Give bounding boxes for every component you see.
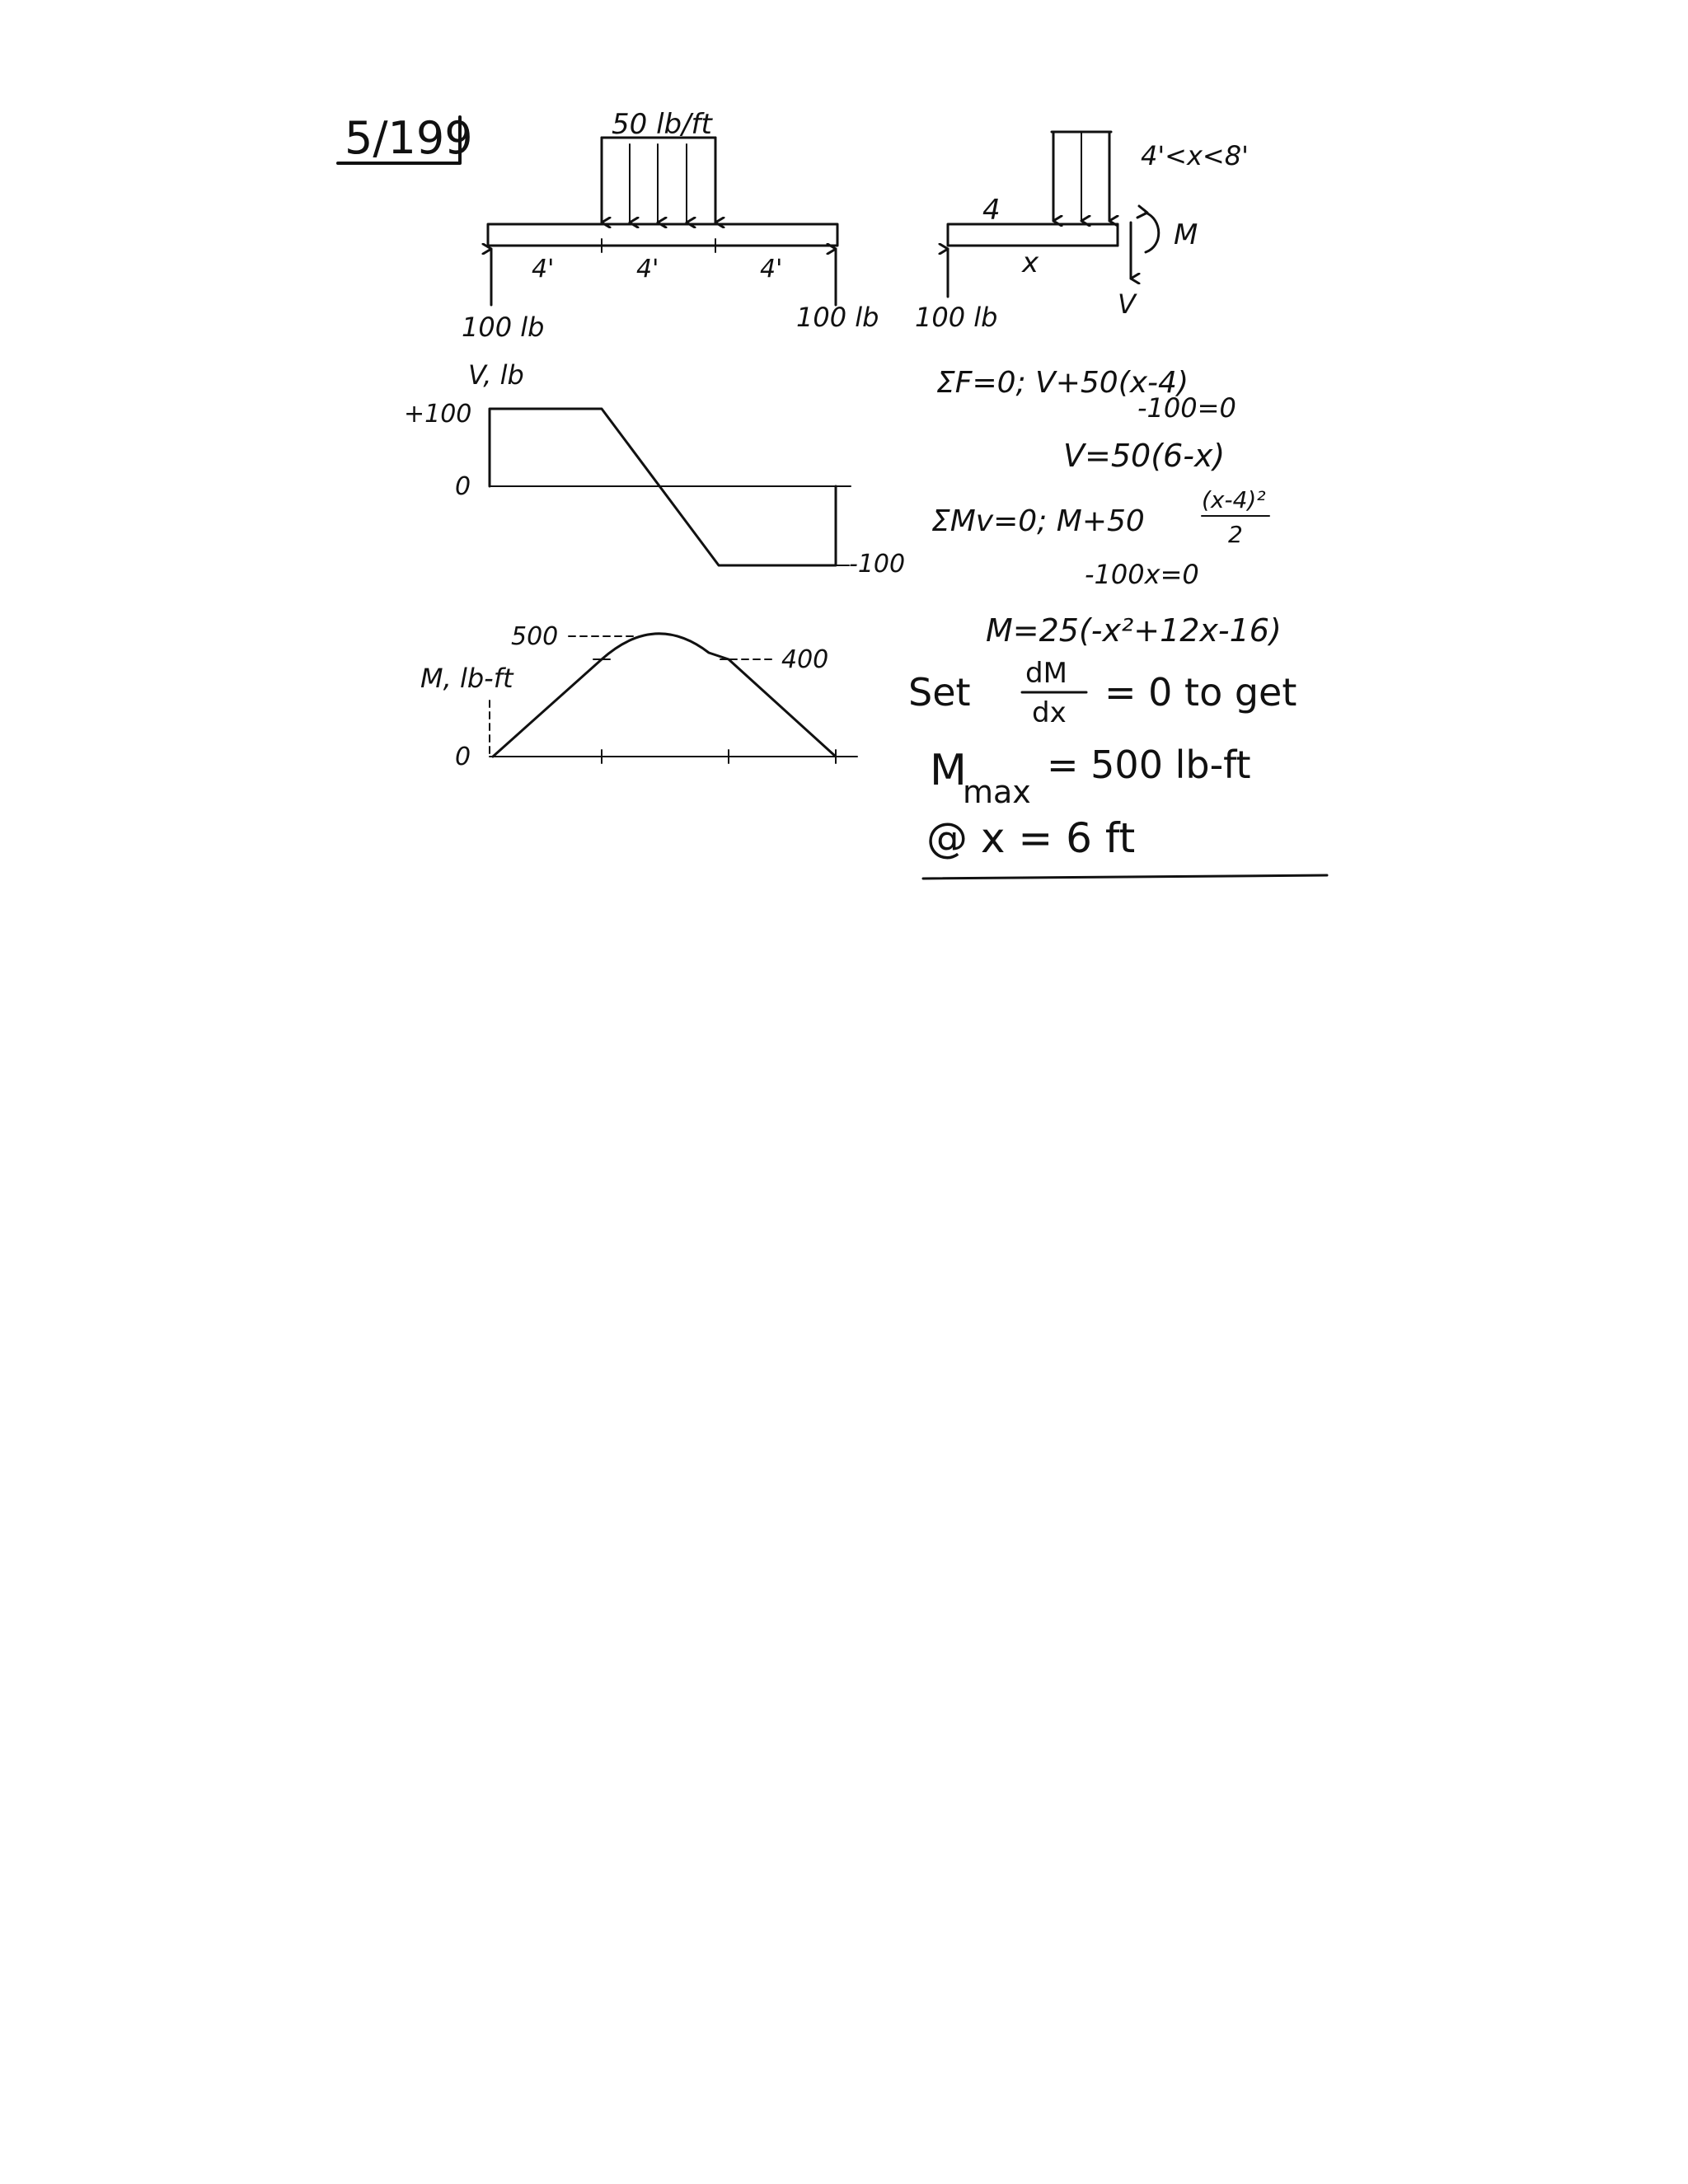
segment-label-1: 4' [532, 255, 555, 284]
sum-forces-equation: ΣF=0; V+50(x-4) [936, 366, 1189, 400]
mmax-symbol: M [930, 746, 967, 795]
mmax-subscript: max [963, 774, 1031, 810]
mmax-value: = 500 lb-ft [1047, 743, 1251, 787]
moment-result: M=25(-x²+12x-16) [986, 612, 1282, 649]
moment-peak-value: 500 [511, 622, 559, 651]
segment-label-3: 4' [760, 255, 783, 284]
segment-label-2: 4' [636, 255, 659, 284]
answer-underline [923, 875, 1327, 879]
fbd-moment-label: M [1174, 218, 1198, 251]
sum-moments-equation: ΣMv=0; M+50 [931, 504, 1145, 538]
set-word: Set [908, 670, 971, 715]
beam-diagram [462, 108, 879, 343]
fbd-reaction-label: 100 lb [915, 302, 998, 333]
fbd-range-label: 4'<x<8' [1141, 140, 1249, 171]
sum-forces-equation-cont: -100=0 [1137, 392, 1236, 424]
fbd-shear-label: V [1118, 288, 1136, 320]
derivative-denominator: dx [1032, 696, 1067, 729]
problem-number: 5/199 [345, 112, 473, 164]
mmax-location: @ x = 6 ft [926, 814, 1136, 862]
moment-side-value: 400 [781, 645, 829, 674]
load-label: 50 lb/ft [612, 108, 712, 141]
free-body-diagram [915, 132, 1249, 333]
moment-axis-label: M, lb-ft [420, 663, 513, 694]
moment-arrow [1146, 213, 1159, 252]
fbd-length-label: 4 [982, 194, 1001, 227]
left-reaction-label: 100 lb [462, 312, 545, 343]
derivative-numerator: dM [1025, 657, 1067, 690]
conclusion [908, 657, 1327, 879]
moment-zero-label: 0 [455, 743, 471, 771]
shear-diagram [404, 359, 905, 579]
shear-top-value: +100 [404, 400, 472, 429]
fbd-x-label: x [1022, 246, 1039, 279]
moment-fraction-numerator: (x-4)² [1202, 486, 1266, 513]
problem-number-box [338, 112, 473, 164]
to-get-text: = 0 to get [1104, 670, 1297, 715]
beam [488, 224, 837, 246]
distributed-load-arrows [602, 138, 715, 223]
shear-zero-label: 0 [455, 472, 471, 501]
right-reaction-label: 100 lb [796, 302, 879, 333]
fbd-beam [948, 224, 1118, 246]
shear-result: V=50(6-x) [1063, 438, 1226, 474]
moment-fraction-denominator: 2 [1228, 521, 1243, 548]
equations [931, 366, 1282, 649]
shear-bottom-value: -100 [849, 550, 906, 579]
moment-diagram [420, 622, 857, 771]
shear-axis-label: V, lb [468, 359, 524, 391]
sum-moments-equation-cont: -100x=0 [1085, 559, 1199, 590]
